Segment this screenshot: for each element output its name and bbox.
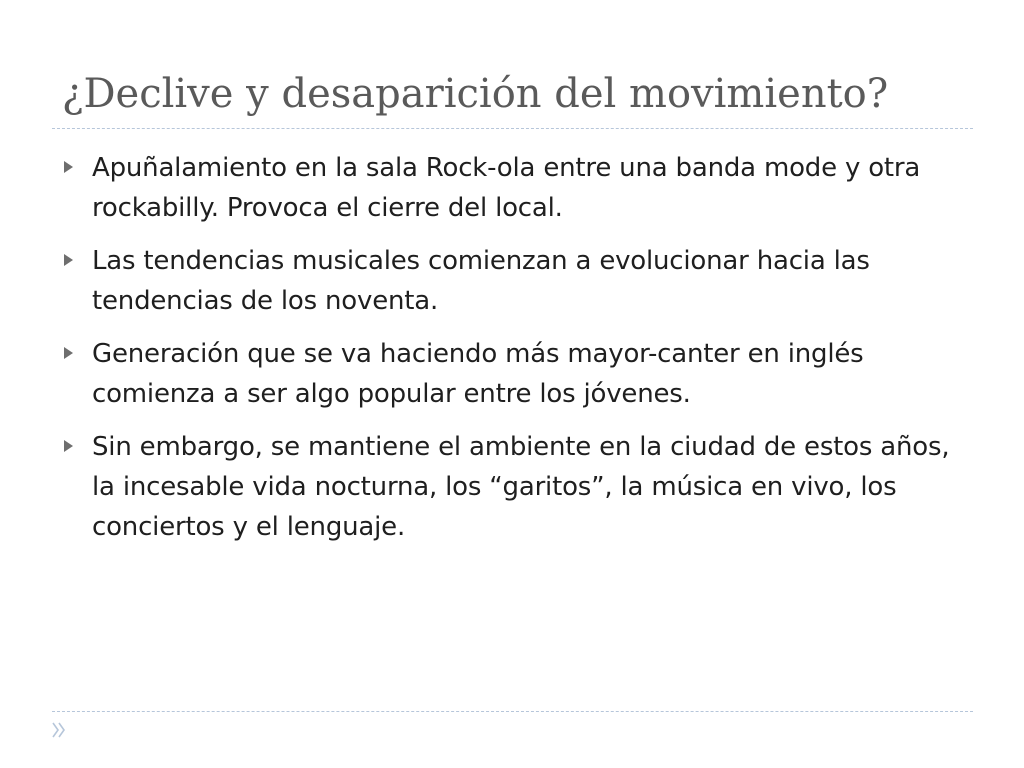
triangle-right-icon	[64, 254, 73, 266]
triangle-right-icon	[64, 161, 73, 173]
title-divider	[52, 128, 973, 129]
triangle-right-icon	[64, 440, 73, 452]
bullet-item	[62, 427, 962, 547]
bullet-item	[62, 241, 962, 321]
bullet-text: Apuñalamiento en la sala Rock-ola entre una banda mode y otra rockabilly. Provoca el cierre del local.	[92, 153, 921, 223]
bullet-list	[62, 148, 962, 560]
footer-divider	[52, 711, 973, 712]
bullet-item	[62, 334, 962, 414]
bullet-text: Sin embargo, se mantiene el ambiente en la ciudad de estos años, la incesable vida nocturna, los “garitos”, la música en vivo, los conciertos y el lenguaje.	[92, 432, 950, 542]
bullet-item	[62, 148, 962, 228]
bullet-text: Generación que se va haciendo más mayor-canter en inglés comienza a ser algo popular entre los jóvenes.	[92, 339, 864, 409]
double-chevron-icon	[52, 721, 66, 739]
triangle-right-icon	[64, 347, 73, 359]
bullet-text: Las tendencias musicales comienzan a evolucionar hacia las tendencias de los noventa.	[92, 246, 870, 316]
slide-title: ¿Declive y desaparición del movimiento?	[62, 71, 889, 117]
